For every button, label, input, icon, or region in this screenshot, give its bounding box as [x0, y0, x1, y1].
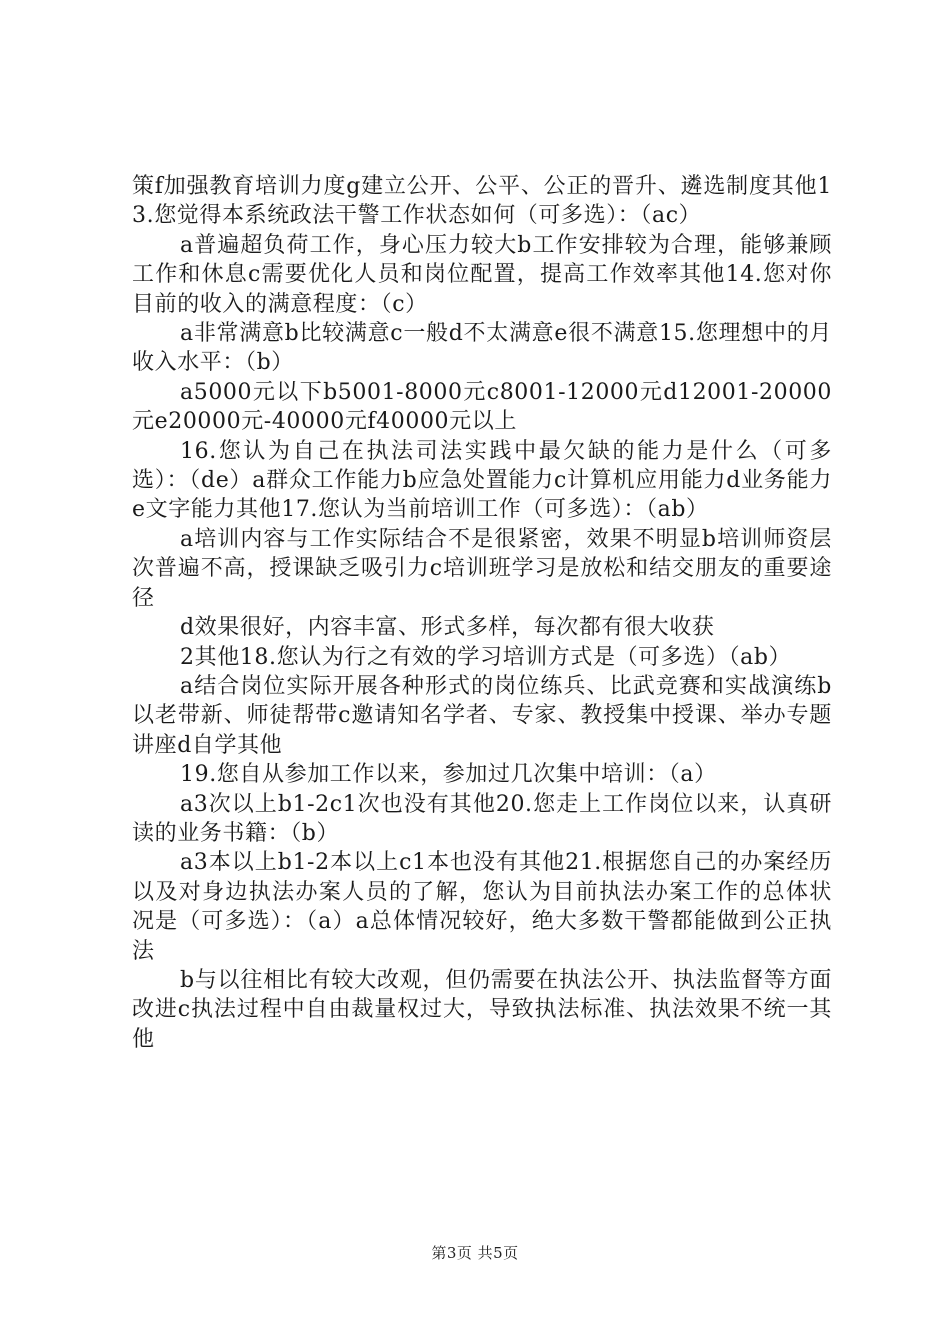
document-body: [132, 172, 832, 1054]
paragraph: a结合岗位实际开展各种形式的岗位练兵、比武竞赛和实战演练b以老带新、师徒帮带c邀请知名学者、专家、教授集中授课、举办专题讲座d自学其他: [132, 673, 832, 758]
paragraph: a培训内容与工作实际结合不是很紧密，效果不明显b培训师资层次普遍不高，授课缺乏吸引力c培训班学习是放松和结交朋友的重要途径: [132, 526, 832, 611]
paragraph: a非常满意b比较满意c一般d不太满意e很不满意15.您理想中的月收入水平：（b）: [132, 321, 832, 376]
paragraph: 16.您认为自己在执法司法实践中最欠缺的能力是什么（可多选）：（de）a群众工作能力b应急处置能力c计算机应用能力d业务能力e文字能力其他17.您认为当前培训工作（可多选）：（ab）: [132, 438, 832, 523]
paragraph: a5000元以下b5001-8000元c8001-12000元d12001-20000元e20000元-40000元f40000元以上: [132, 379, 832, 435]
paragraph: 策f加强教育培训力度g建立公开、公平、公正的晋升、遴选制度其他13.您觉得本系统政法干警工作状态如何（可多选）：（ac）: [132, 174, 832, 229]
paragraph: a3次以上b1-2c1次也没有其他20.您走上工作岗位以来，认真研读的业务书籍：（b）: [132, 791, 832, 846]
page-number-footer: 第3页 共5页: [431, 1244, 519, 1262]
paragraph: 19.您自从参加工作以来，参加过几次集中培训：（a）: [180, 762, 717, 788]
paragraph: a普遍超负荷工作，身心压力较大b工作安排较为合理，能够兼顾工作和休息c需要优化人员和岗位配置，提高工作效率其他14.您对你目前的收入的满意程度：（c）: [132, 232, 832, 317]
paragraph: d效果很好，内容丰富、形式多样，每次都有很大收获: [180, 615, 715, 641]
paragraph: 2其他18.您认为行之有效的学习培训方式是（可多选）（ab）: [180, 644, 792, 670]
paragraph: a3本以上b1-2本以上c1本也没有其他21.根据您自己的办案经历以及对身边执法办案人员的了解，您认为目前执法办案工作的总体状况是（可多选）：（a）a总体情况较好，绝大多数干警都能做到公正执法: [132, 850, 832, 964]
paragraph: b与以往相比有较大改观，但仍需要在执法公开、执法监督等方面改进c执法过程中自由裁量权过大，导致执法标准、执法效果不统一其他: [132, 967, 832, 1052]
